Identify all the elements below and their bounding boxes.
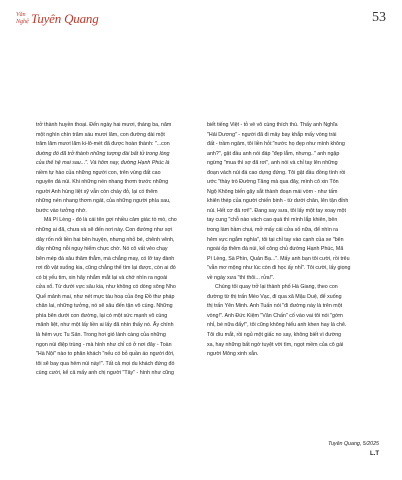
text-line: tôi sẽ bay qua hẻm núi này!". Tất cả mọi du khách đứng đó [36,360,175,367]
left-column [36,121,206,379]
text-line: Mã Pí Lèng - đó là cái tên gợi nhiều cảm giác tò mò, cho [44,217,177,224]
text-line: đoạn vách núi đá cao dựng đứng. Tôi gật đầu đồng tình rồi [207,169,346,176]
signature-place-date: Tuyên Quang, 5/2025 [328,441,379,447]
logo-small-text-2: Nghệ [16,19,29,25]
text-line: núi. Hết cơ đá rơi!". Đang say sưa, tôi lấy một tay xoay một [207,207,346,214]
text-line: chân lai, những tưởng, nó sẽ sâu đến tận vô cùng. Những [36,303,173,310]
text-line: tay cung "chỗ nào vách cao quá thì mình lắp khiên, bên [207,217,338,224]
text-line: là hẻm vực Tu Sản. Trong hơi gió lành càng của những [36,332,166,339]
text-line: trăm lăm mươi lăm ki-lô-mét đã được hoàn thành: "...con [36,141,170,148]
text-line: bên mép đá sâu thăm thẳm, mà chẳng may, có lỡ tay đành [36,255,175,262]
text-line: trở thành huyền thoại. Đến ngày hai mươi, tháng ba, năm [36,122,172,128]
text-line: người Anh hùng liệt sỹ vẫn còn cháy đỏ, lại có thêm [36,188,158,195]
text-line: có bị yếu tim, xin hãy nhắm mắt lại và chớ nhìn ra ngoài [36,274,168,281]
text-line: đất - trầm ngâm, tôi liền hỏi:"nước họ đẹp như mình không [207,141,345,148]
text-line: rơi đồ vật xuống kia, cũng chẳng thể tìm lại được, còn ai đó [36,265,176,272]
text-line: nguyên đá núi. Khi những nén nhang thơm trước những [36,179,169,186]
page-header [16,10,386,40]
author-initials: L.T [370,451,379,457]
text-line: xa, hay những bất ngờ tuyệt vời tìm, ngọt mềm của cô gái [207,341,344,348]
text-line: ngừng "mua thì sợ đã rơi", anh nói và chỉ tay lên những [207,160,338,167]
text-line: bước vào tưởng nhớ. [36,207,87,214]
text-line: một nghìn chín trăm sáu mươi lăm, con đường dài một [36,131,165,138]
text-line: trong làm hầm chui, mở mấy cái cửa số nữa, để nhìn ra [207,227,338,234]
text-line: Tôi dìu mắt, rồi ngủ một giấc no say, không biết vì đường [207,332,342,339]
text-line: đường đó đã trở thành những tượng đài bất tử trong lòng [36,150,170,157]
text-line: dây rốn nối liền hai bên huyện, nhưng nhỏ bé, chênh vênh, [36,236,175,243]
text-line: Ngộ Không biến gậy sắt thành đoạn mái vòm - như tấm [207,188,338,195]
text-line: Quế mảnh mai, như nét mực tàu hoạ của ông Đồ thư pháp [36,293,175,300]
text-line: của thế hệ mai sau...". Và hôm nay, đường Hạnh Phúc là [36,160,170,167]
text-line: người Mông xinh xắn. [207,351,259,358]
text-line: "Hải Dương" - người đã đi mây bay khắp mấy vòng trái [207,131,337,138]
text-line: anh?", gật đầu anh nói đáp "đẹp lắm, nhưng.." anh ngập [207,150,340,157]
text-line: ngoài ốp thêm đá núi, kể công chủ đường Hạnh Phúc, Mã [207,246,344,253]
text-line: ước "thày trò Đường Tăng mà qua đây, mình cô xin Tôn [207,179,339,186]
text-line: hẻm vực ngắm nghía", tôi tại chỉ tay vào cạnh của xe "bên [207,236,344,243]
text-line: ngọn núi điệp trùng - mà hình như chỉ có ở nơi đây - Toàn [36,341,172,348]
text-line: nhỉ, bé nữa đấy!", tôi cũng không hiểu anh khen hay là chê. [207,322,347,329]
text-line: những ai đã, chưa và sẽ đến nơi này. Con đường như sợi [36,227,173,234]
text-line: Chúng tôi quay trở lại thành phố Hà Giang, theo con [215,284,338,291]
text-line: cùng cười, kể cả mấy anh chị người "Tây" - hình như cũng [36,370,174,377]
text-line: khiên thép của người chiến binh - từ dưới chân, lên tận đỉnh [207,198,349,205]
text-line: cửa xổ. Từ dưới vực sâu kia, như không có dòng sông Nho [36,284,176,291]
logo-main-text: Tuyên Quang [31,11,99,26]
text-line: về ngày xưa "thì thôi... rửa!". [207,274,275,281]
text-line: đường từ thị trấn Mèo Vạc, đi qua xã Mậu Duệ, để xuống [207,293,342,300]
text-line: "vẫn mơ mộng như lúc còn đi học ấy nhỉ". Tôi cười, lấy giọng [207,265,351,272]
text-line: những nén nhang thơm ngát, của những người phía sau, [36,198,171,205]
text-line: "Hà Nội" nào to phăn khách "nếu có bỏ quần áo người đời, [36,351,175,358]
text-line: biết tiếng Việt - tỏ vẻ vô cùng thích thú. Thấy anh Nghĩa [207,122,338,128]
text-line: vòng!". Anh Đức Kiệm "Văn Chấn" cố vào vai tôi nói "gớm [207,312,343,319]
logo-small-text-1: Văn [16,12,26,18]
text-line: niềm tự hào của những người con, trên vùng đất cao [36,169,161,176]
right-column [207,121,379,360]
text-line: mãnh liệt, như một lấy liền ai lấy đã nhìn thấy nó. Ấy chính [36,322,174,329]
text-line: Pí Lèng, Sà Phìn, Quản Bạ...". Mấy anh bạn tôi cười, rồi trêu [207,255,350,262]
text-line: đầy những nỗi nguy hiểm chực chờ. Nó cô vất vẻo chạy [36,246,168,253]
text-line: phía bên dưới con đường, lại có một sức mạnh vô cùng [36,312,168,319]
text-line: thị trấn Yên Minh. Anh Tuấn nói "đi đường này là trên một [207,303,343,310]
page-number: 53 [372,10,386,25]
